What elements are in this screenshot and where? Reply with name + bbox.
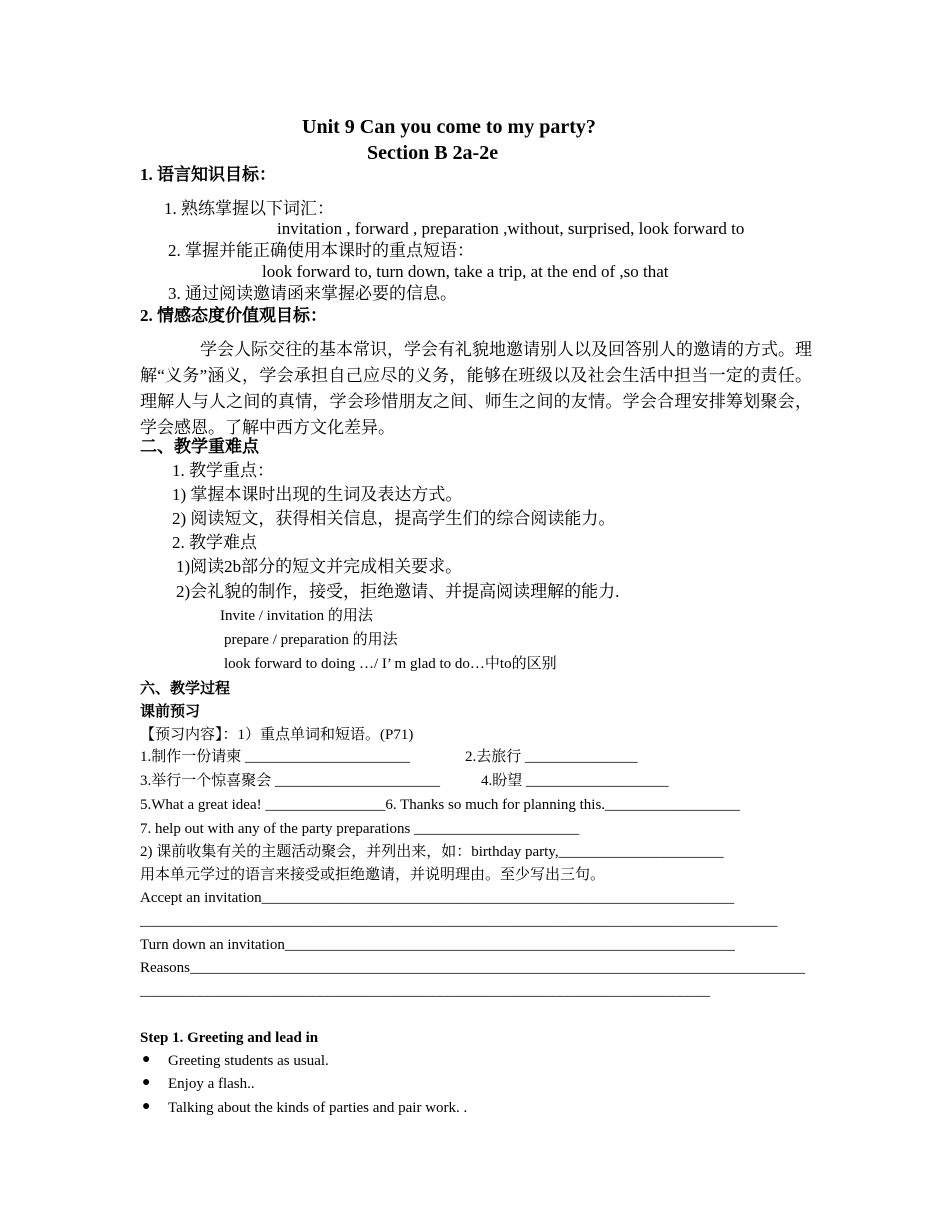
exercise-3: 3.举行一个惊喜聚会 ______________________ <box>140 773 441 789</box>
usage-line-3: look forward to doing …/ I’ m glad to do…中to的区别 <box>224 656 557 672</box>
key-points-heading: 二、教学重难点 <box>140 437 259 456</box>
objectives-heading: 1. 语言知识目标： <box>140 165 276 184</box>
objective-phrases: look forward to, turn down, take a trip, at the end of ,so that <box>262 262 669 281</box>
reasons-answer-line: ____________________________________________________________________________ <box>140 983 710 999</box>
step-1-heading: Step 1. Greeting and lead in <box>140 1030 319 1046</box>
objective-words: invitation , forward , preparation ,without, surprised, look forward to <box>277 219 745 238</box>
accept-invitation-line: Accept an invitation_______________________________________________________________ <box>140 890 735 906</box>
attitude-heading: 2. 情感态度价值观目标： <box>140 306 327 325</box>
exercise-5-6: 5.What a great idea! ________________6. Thanks so much for planning this.__________________ <box>140 797 741 813</box>
document-subtitle: Section B 2a-2e <box>367 142 499 164</box>
task-2: 2) 课前收集有关的主题活动聚会，并列出来，如：birthday party,______________________ <box>140 844 724 860</box>
usage-line-1: Invite / invitation 的用法 <box>220 608 373 624</box>
key-point-2b: 2)会礼貌的制作，接受，拒绝邀请、并提高阅读理解的能力. <box>176 582 620 601</box>
exercise-1: 1.制作一份请柬 ______________________ <box>140 749 411 765</box>
objective-item-1: 1. 熟练掌握以下词汇： <box>164 199 334 218</box>
preview-content: 【预习内容】：1）重点单词和短语。(P71) <box>140 727 414 743</box>
key-point-2: 2. 教学难点 <box>172 533 257 552</box>
key-point-1b: 2) 阅读短文，获得相关信息，提高学生们的综合阅读能力。 <box>172 509 616 528</box>
objective-item-3: 3. 通过阅读邀请函来掌握必要的信息。 <box>168 284 457 303</box>
step-1-bullet-1: Greeting students as usual. <box>168 1053 329 1069</box>
turn-down-invitation-line: Turn down an invitation____________________________________________________________ <box>140 937 735 953</box>
usage-line-2: prepare / preparation 的用法 <box>224 632 398 648</box>
bullet-icon: ● <box>142 1052 151 1067</box>
reasons-line: Reasons__________________________________________________________________________________ <box>140 960 805 976</box>
key-point-1a: 1) 掌握本课时出现的生词及表达方式。 <box>172 485 463 504</box>
document-title: Unit 9 Can you come to my party? <box>302 116 596 138</box>
bullet-icon: ● <box>142 1099 151 1114</box>
bullet-icon: ● <box>142 1075 151 1090</box>
attitude-paragraph: 学会人际交往的基本常识，学会有礼貌地邀请别人以及回答别人的邀请的方式。理解“义务”涵义，学会承担自己应尽的义务，能够在班级以及社会生活中担当一定的责任。理解人与人之间的真情，学会珍惜朋友之间、师生之间的友情。学会合理安排筹划聚会，学会感恩。了解中西方文化差异。 <box>140 340 812 437</box>
step-1-bullet-2: Enjoy a flash.. <box>168 1076 255 1092</box>
accept-answer-line: _____________________________________________________________________________________ <box>140 913 778 929</box>
preview-heading: 课前预习 <box>140 704 201 720</box>
objective-item-2: 2. 掌握并能正确使用本课时的重点短语： <box>168 241 474 260</box>
key-point-1: 1. 教学重点： <box>172 461 274 480</box>
process-heading: 六、教学过程 <box>140 681 231 697</box>
key-point-2a: 1)阅读2b部分的短文并完成相关要求。 <box>176 557 463 576</box>
exercise-7: 7. help out with any of the party preparations ______________________ <box>140 821 580 837</box>
task-2-instruction: 用本单元学过的语言来接受或拒绝邀请，并说明理由。至少写出三句。 <box>140 867 606 883</box>
exercise-4: 4.盼望 ___________________ <box>481 773 669 789</box>
step-1-bullet-3: Talking about the kinds of parties and pair work. . <box>168 1100 468 1116</box>
exercise-2: 2.去旅行 _______________ <box>465 749 638 765</box>
